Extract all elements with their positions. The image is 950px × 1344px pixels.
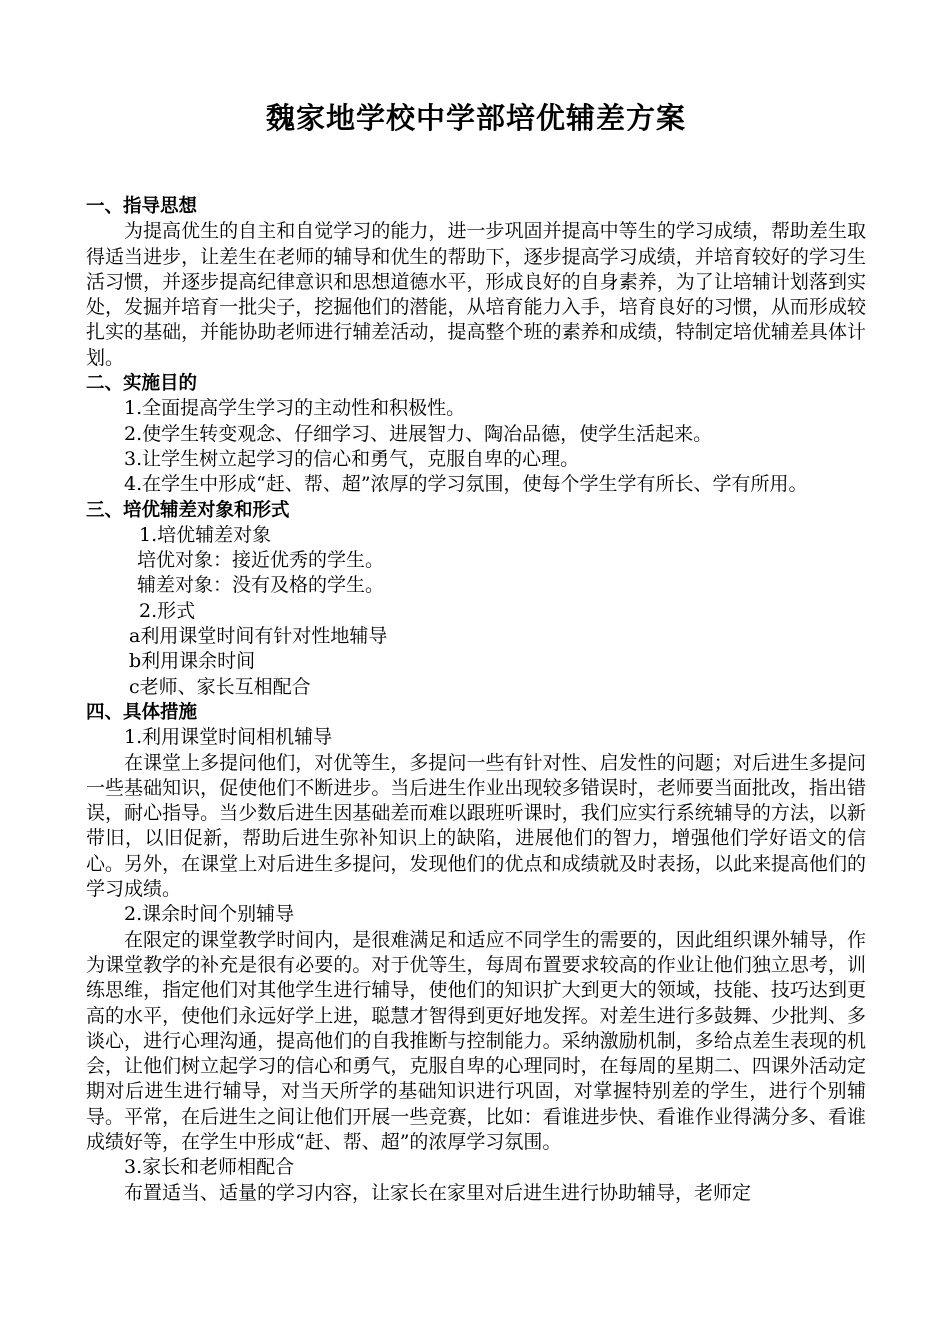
measure-paragraph: 在限定的课堂教学时间内，是很难满足和适应不同学生的需要的，因此组织课外辅导，作为课堂教学的补充是很有必要的。对于优等生，每周布置要求较高的作业让他们独立思考，训练思维，指定他们对其他学生进行辅导，使他们的知识扩大到更大的领域，技能、技巧达到更高的水平，使他们永远好学上进，聪慧才智得到更好地发挥。对差生进行多鼓舞、少批判、多谈心，进行心理沟通，提高他们的自我推断与控制能力。采纳激励机制，多给点差生表现的机会，让他们树立起学习的信心和勇气，克服自卑的心理同时，在每周的星期二、四课外活动定期对后进生进行辅导，对当天所学的基础知识进行巩固，对掌握特别差的学生，进行个别辅导。平常，在后进生之间让他们开展一些竞赛，比如：看谁进步快、看谁作业得满分多、看谁成绩好等，在学生中形成“赶、帮、超”的浓厚学习氛围。 bbox=[86, 928, 866, 1153]
purpose-item: 1.全面提高学生学习的主动性和积极性。 bbox=[124, 397, 466, 420]
form-item: a利用课堂时间有针对性地辅导 bbox=[129, 625, 388, 648]
purpose-item: 4.在学生中形成“赶、帮、超”浓厚的学习氛围，使每个学生学有所长、学有所用。 bbox=[124, 473, 808, 496]
measure-paragraph: 布置适当、适量的学习内容，让家长在家里对后进生进行协助辅导，老师定 bbox=[124, 1181, 752, 1204]
document-body bbox=[86, 194, 866, 1206]
section-heading-purpose: 二、实施目的 bbox=[86, 373, 198, 395]
target-item: 培优对象：接近优秀的学生。 bbox=[137, 549, 385, 572]
section-heading-measures: 四、具体措施 bbox=[86, 701, 198, 723]
measure-title: 2.课余时间个别辅导 bbox=[124, 903, 295, 926]
form-item: c老师、家长互相配合 bbox=[129, 675, 311, 698]
measure-paragraph: 在课堂上多提问他们，对优等生，多提问一些有针对性、启发性的问题；对后进生多提问一些基础知识，促使他们不断进步。当后进生作业出现较多错误时，老师要当面批改，指出错误，耐心指导。当少数后进生因基础差而难以跟班听课时，我们应实行系统辅导的方法，以新带旧，以旧促新，帮助后进生弥补知识上的缺陷，进展他们的智力，增强他们学好语文的信心。另外，在课堂上对后进生多提问，发现他们的优点和成绩就及时表扬，以此来提高他们的学习成绩。 bbox=[86, 751, 866, 901]
purpose-item: 3.让学生树立起学习的信心和勇气，克服自卑的心理。 bbox=[124, 447, 580, 470]
measure-title: 3.家长和老师相配合 bbox=[124, 1156, 295, 1179]
targets-title: 1.培优辅差对象 bbox=[139, 523, 272, 546]
section-heading-targets-forms: 三、培优辅差对象和形式 bbox=[86, 499, 290, 521]
forms-title: 2.形式 bbox=[139, 599, 196, 622]
measure-title: 1.利用课堂时间相机辅导 bbox=[124, 726, 333, 749]
purpose-item: 2.使学生转变观念、仔细学习、进展智力、陶冶品德，使学生活起来。 bbox=[124, 422, 713, 445]
target-item: 辅差对象：没有及格的学生。 bbox=[137, 574, 385, 597]
section-heading-guiding-thought: 一、指导思想 bbox=[86, 196, 198, 217]
guiding-thought-paragraph: 为提高优生的自主和自觉学习的能力，进一步巩固并提高中等生的学习成绩，帮助差生取得适当进步，让差生在老师的辅导和优生的帮助下，逐步提高学习成绩，并培育较好的学习生活习惯，并逐步提高纪律意识和思想道德水平，形成良好的自身素养，为了让培辅计划落到实处，发掘并培育一批尖子，挖掘他们的潜能，从培育能力入手，培育良好的习惯，从而形成较扎实的基础，并能协助老师进行辅差活动，提高整个班的素养和成绩，特制定培优辅差具体计划。 bbox=[86, 220, 866, 369]
document-title: 魏家地学校中学部培优辅差方案 bbox=[265, 101, 686, 135]
form-item: b利用课余时间 bbox=[129, 650, 256, 673]
